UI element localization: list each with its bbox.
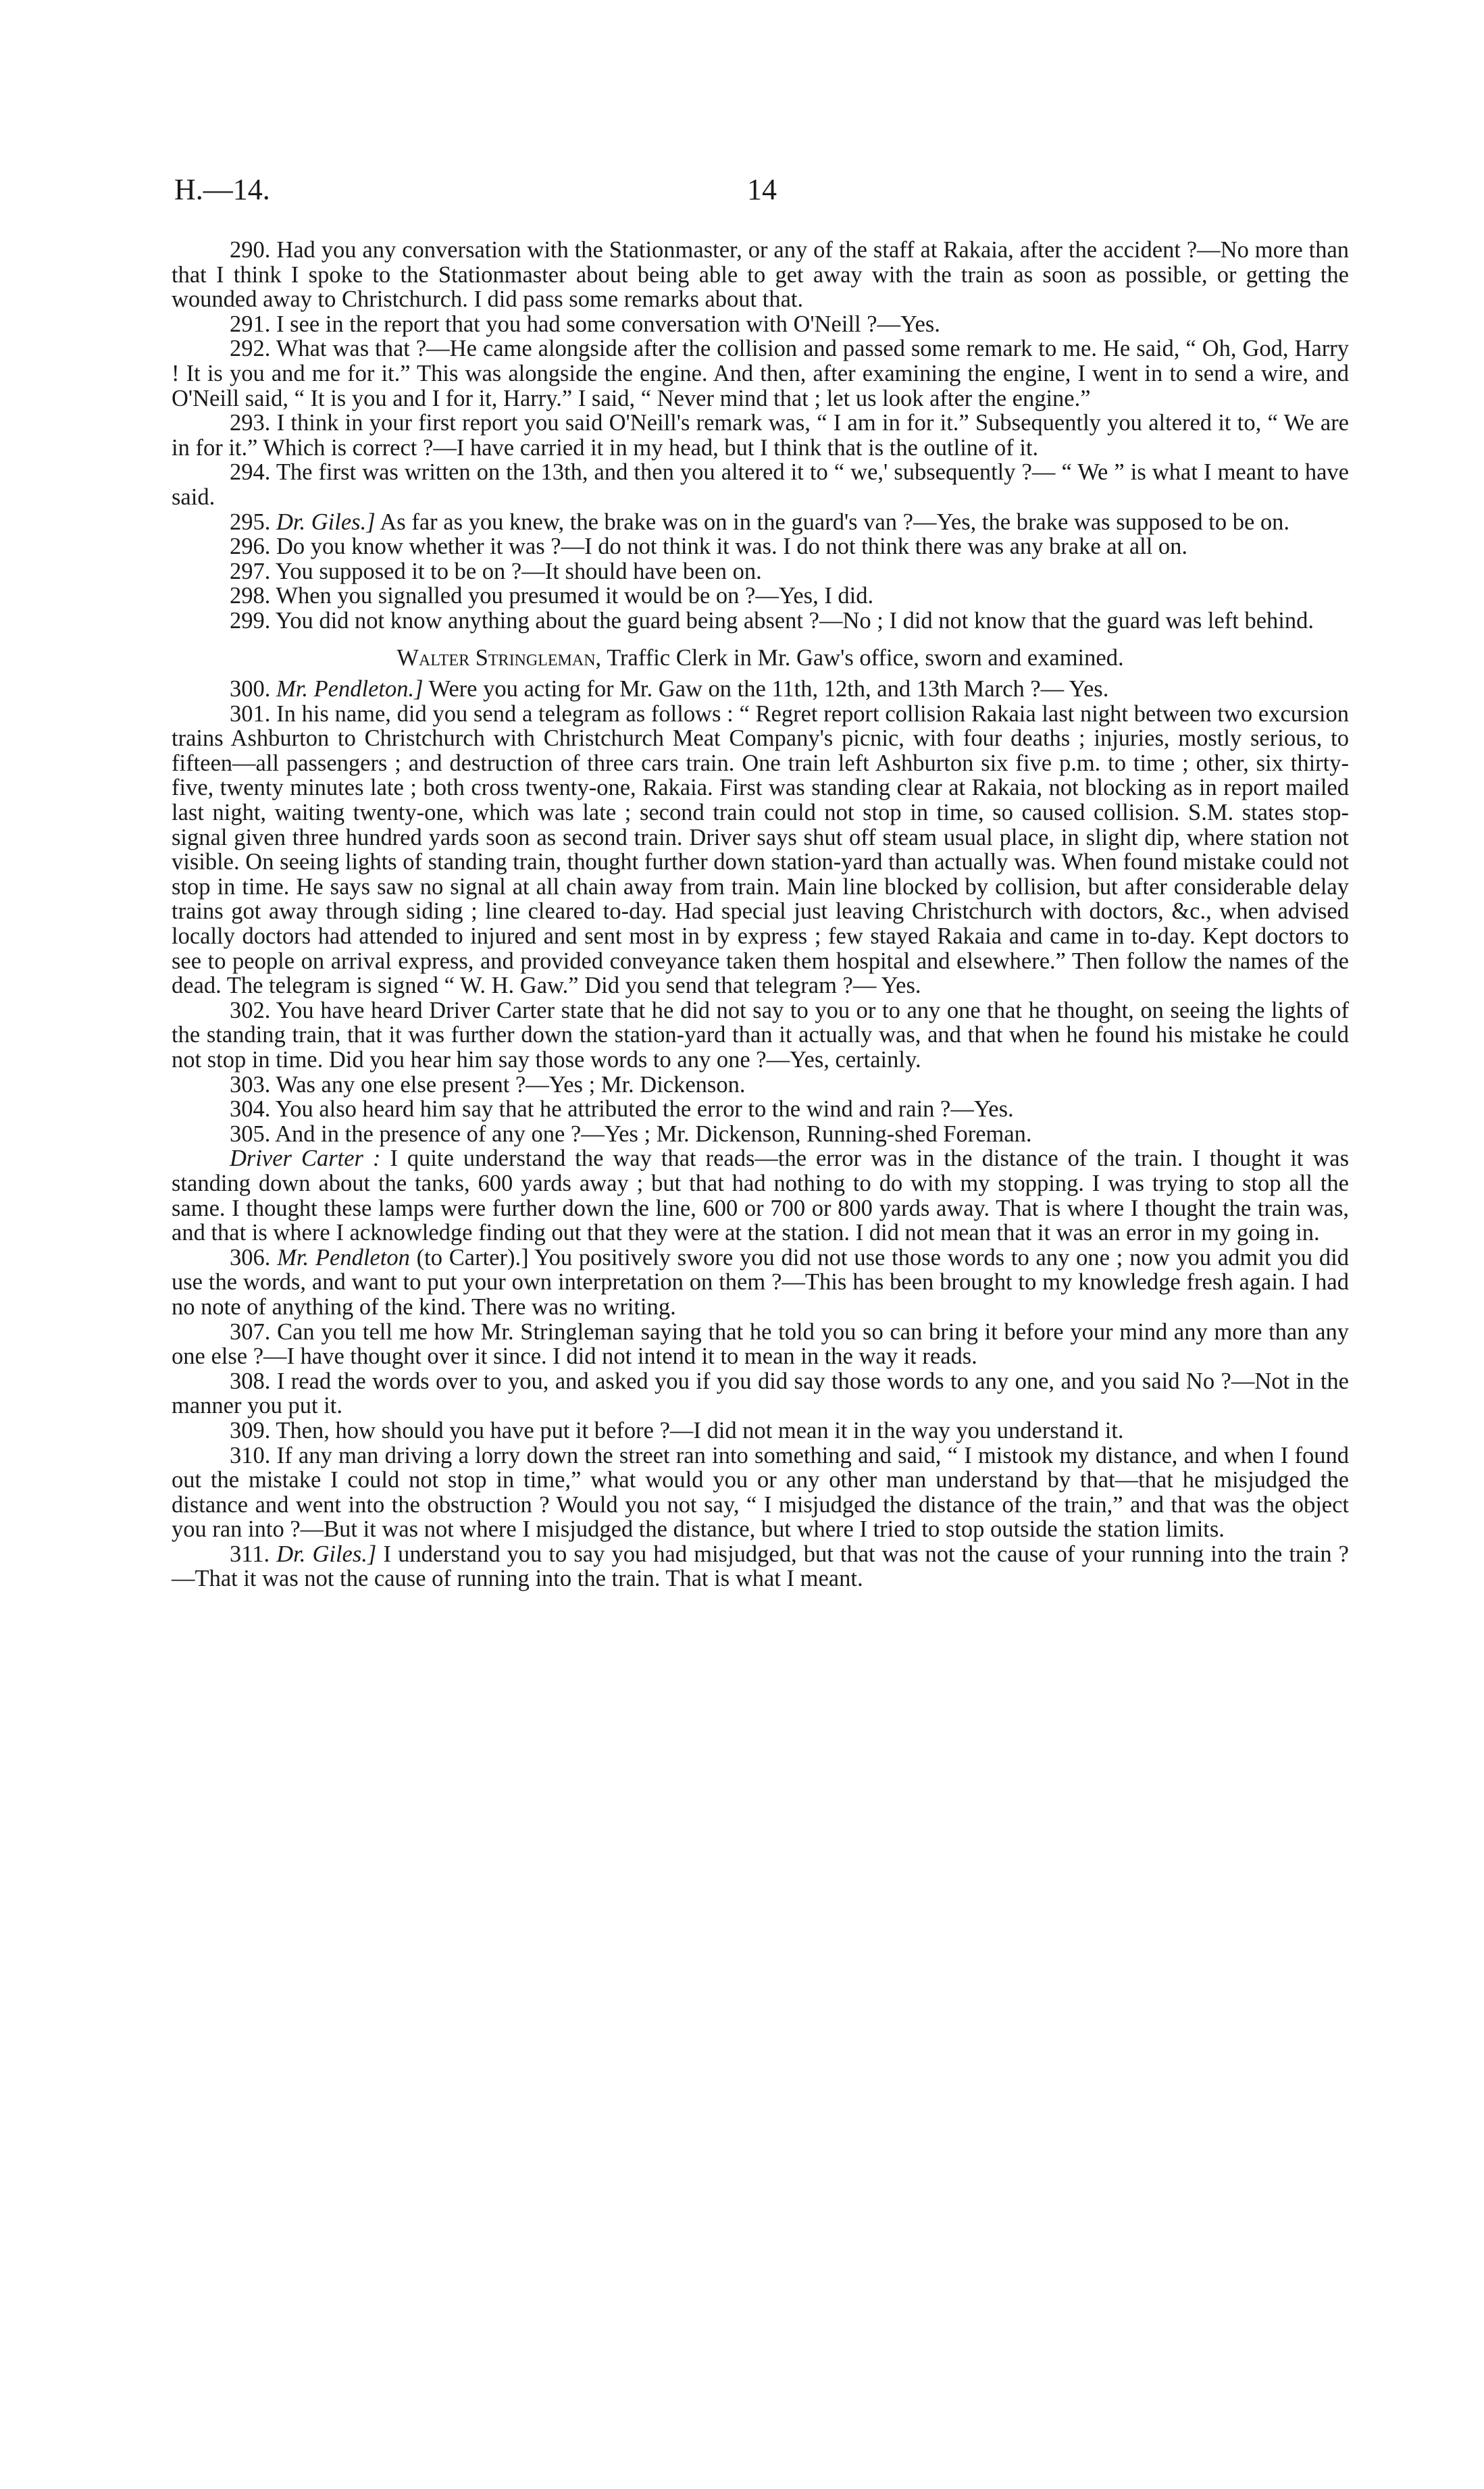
paragraph: 307. Can you tell me how Mr. Stringleman saying that he told you so can bring it before your mind any more than any one else ?—I have thought over it since. I did not intend it to mean in the way it reads. xyxy=(172,1318,1350,1370)
paragraph: 311. Dr. Giles.] I understand you to say you had misjudged, but that was not the cause of your running into the train ?—That it was not the cause of running into the train. That is what I meant. xyxy=(172,1541,1349,1592)
speaker-label: Dr. Giles.] xyxy=(276,509,376,535)
paragraph: 298. When you signalled you presumed it would be on ?—Yes, I did. xyxy=(230,583,874,609)
paragraph: Driver Carter : I quite understand the way that reads—the error was in the distance of the train. I thought it was standing down about the tanks, 600 yards away ; but that had nothing to do with my stopping. I was trying to stop all the same. I thought these lamps were further down the line, 600 or 700 or 800 yards away. That is where I thought the train was, and that is where I acknowledge finding out that they were at the station. I did not mean that it was an error in my going in. xyxy=(172,1146,1350,1246)
document-reference: H.—14. xyxy=(174,173,270,206)
paragraph: 292. What was that ?—He came alongside after the collision and passed some remark to me. He said, “ Oh, God, Harry ! It is you and me for it.” This was alongside the engine. And then, after examining the engine, I went in to send a wire, and O'Neill said, “ It is you and I for it, Harry.” I said, “ Never mind that ; let us look after the engine.” xyxy=(172,336,1349,411)
paragraph: 305. And in the presence of any one ?—Yes ; Mr. Dickenson, Running-shed Foreman. xyxy=(230,1121,1032,1147)
witness-heading: Walter Stringleman, Traffic Clerk in Mr. Gaw's office, sworn and examined. xyxy=(396,644,1124,671)
paragraph: 300. Mr. Pendleton.] Were you acting for Mr. Gaw on the 11th, 12th, and 13th March ?— Yes. xyxy=(230,676,1109,702)
speaker-label: Mr. Pendleton xyxy=(277,1244,410,1271)
paragraph: 310. If any man driving a lorry down the street ran into something and said, “ I mistook my distance, and when I found out the mistake I could not stop in time,” what would you or any other man understand by that—that he misjudged the distance and went into the obstruction ? Would you not say, “ I misjudged the distance of the train,” and that was the object you ran into ?—But it was not where I misjudged the distance, but where I tried to stop outside the station limits. xyxy=(172,1442,1350,1543)
page-header xyxy=(174,166,1350,213)
paragraph: 306. Mr. Pendleton (to Carter).] You positively swore you did not use those words to any one ; now you admit you did use the words, and want to put your own interpretation on them ?—This has been brought to my knowledge fresh again. I had no note of anything of the kind. There was no writing. xyxy=(172,1244,1349,1320)
paragraph: 308. I read the words over to you, and asked you if you did say those words to any one, and you said No ?—Not in the manner you put it. xyxy=(172,1368,1349,1419)
paragraph: 303. Was any one else present ?—Yes ; Mr. Dickenson. xyxy=(230,1071,746,1098)
paragraph: 304. You also heard him say that he attributed the error to the wind and rain ?—Yes. xyxy=(230,1096,1014,1123)
paragraph: 295. Dr. Giles.] As far as you knew, the brake was on in the guard's van ?—Yes, the brake was supposed to be on. xyxy=(230,509,1290,535)
page-number: 14 xyxy=(747,173,777,206)
speaker-label: Dr. Giles.] xyxy=(276,1541,377,1567)
paragraph: 294. The first was written on the 13th, and then you altered it to “ we,' subsequently ?— “ We ” is what I meant to have said. xyxy=(172,459,1349,510)
paragraph: 302. You have heard Driver Carter state that he did not say to you or to any one that he thought, on seeing the lights of the standing train, that it was further down the station-yard than it actually was, and that when he found his mistake he could not stop in time. Did you hear him say those words to any one ?—Yes, certainly. xyxy=(172,997,1349,1073)
paragraph: 293. I think in your first report you said O'Neill's remark was, “ I am in for it.” Subsequently you altered it to, “ We are in for it.” Which is correct ?—I have carried it in my head, but I think that is the outline of it. xyxy=(172,410,1349,461)
document-body xyxy=(172,238,1349,1591)
paragraph: 290. Had you any conversation with the Stationmaster, or any of the staff at Rakaia, after the accident ?—No more than that I think I spoke to the Stationmaster about being able to get away with the train as soon as possible, or getting the wounded away to Christchurch. I did pass some remarks about that. xyxy=(172,237,1350,313)
paragraph: 301. In his name, did you send a telegram as follows : “ Regret report collision Rakaia last night between two excursion trains Ashburton to Christchurch with Christchurch Meat Company's picnic, with four deaths ; injuries, mostly serious, to fifteen—all passengers ; and destruction of three cars train. One train left Ashburton six five p.m. to time ; other, six thirty-five, twenty minutes late ; both cross twenty-one, Rakaia. First was standing clear at Rakaia, not blocking as in report mailed last night, waiting twenty-one, which was late ; second train could not stop in time, so caused collision. S.M. states stop-signal given three hundred yards soon as second train. Driver says shut off steam usual place, in slight dip, where station not visible. On seeing lights of standing train, thought further down station-yard than actually was. When found mistake could not stop in time. He says saw no signal at all chain away from train. Main line blocked by collision, but after considerable delay trains got away through siding ; line cleared to-day. Had special just leaving Christchurch with doctors, &c., when advised locally doctors had attended to injured and sent most in by express ; few stayed Rakaia and came in to-day. Kept doctors to see to people on arrival express, and provided conveyance taken them hospital and elsewhere.” Then follow the names of the dead. The telegram is signed “ W. H. Gaw.” Did you send that telegram ?— Yes. xyxy=(172,700,1350,999)
paragraph: 297. You supposed it to be on ?—It should have been on. xyxy=(230,558,762,584)
paragraph: 291. I see in the report that you had some conversation with O'Neill ?—Yes. xyxy=(230,311,940,337)
paragraph: 299. You did not know anything about the guard being absent ?—No ; I did not know that the guard was left behind. xyxy=(230,607,1314,634)
speaker-label: Mr. Pendleton.] xyxy=(276,676,424,702)
paragraph: 309. Then, how should you have put it before ?—I did not mean it in the way you understand it. xyxy=(230,1417,1124,1443)
speaker-label: Driver Carter : xyxy=(230,1146,381,1172)
witness-name: Walter Stringleman, xyxy=(396,644,602,671)
paragraph: 296. Do you know whether it was ?—I do not think it was. I do not think there was any brake at all on. xyxy=(230,534,1188,560)
